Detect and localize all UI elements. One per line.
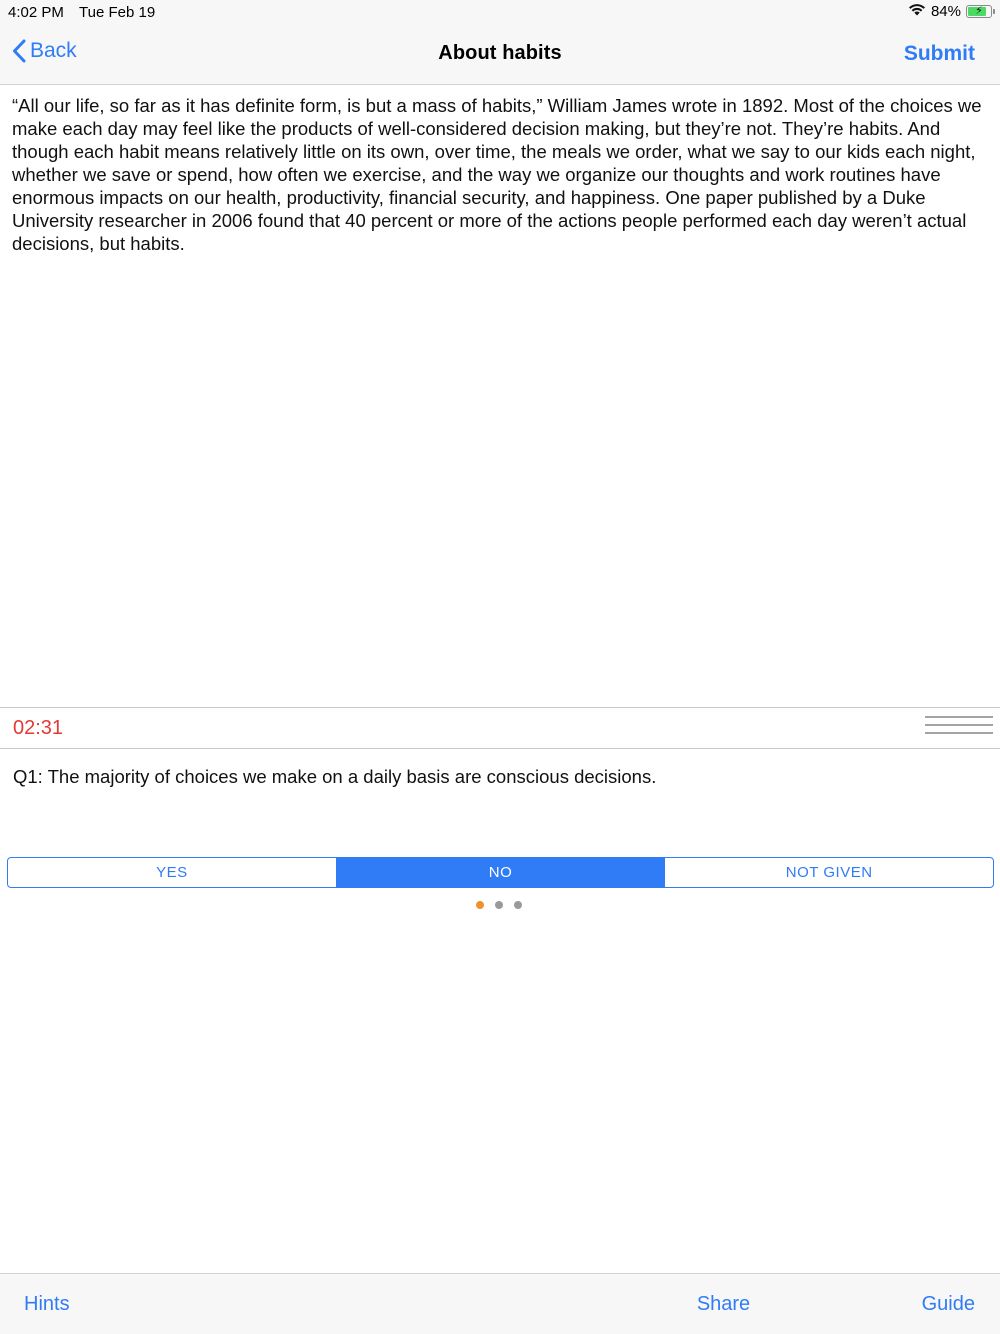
- wifi-icon: [908, 3, 926, 20]
- battery-icon: [966, 5, 992, 18]
- countdown-timer: 02:31: [13, 717, 64, 739]
- handle-line: [925, 716, 993, 718]
- reading-passage: “All our life, so far as it has definite form, is but a mass of habits,” William James wrote in 1892. Most of the choices we make each day may feel like the products of well-considered decision making, but they’re not. They’re habits. And though each habit means relatively little on its own, over time, the meals we order, what we say to our kids each night, whether we save or spend, how often we exercise, and the way we organize our thoughts and work routines have enormous impacts on our health, productivity, financial security, and happiness. One paper published by a Duke University researcher in 2006 found that 40 percent or more of the actions people performed each day weren’t actual decisions, but habits.: [12, 95, 982, 254]
- back-label: Back: [30, 39, 77, 62]
- battery-cap: [993, 9, 995, 14]
- battery-percent: 84%: [930, 3, 961, 20]
- page-dot[interactable]: [514, 901, 522, 909]
- status-date: Tue Feb 19: [79, 4, 156, 21]
- page-dot[interactable]: [495, 901, 503, 909]
- guide-button[interactable]: Guide: [921, 1293, 975, 1315]
- drag-handle-icon[interactable]: [925, 716, 993, 742]
- answer-not-given-segment[interactable]: NOT GIVEN: [664, 858, 993, 887]
- page-title: About habits: [438, 42, 562, 64]
- answer-no-segment[interactable]: NO: [336, 858, 665, 887]
- charging-bolt-icon: ⚡: [975, 5, 983, 17]
- timer-bar: [0, 707, 1000, 749]
- submit-button[interactable]: Submit: [903, 42, 975, 65]
- bottom-toolbar: [0, 1273, 1000, 1334]
- answer-segmented-control: [7, 857, 994, 888]
- share-button[interactable]: Share: [696, 1293, 751, 1315]
- status-indicators: [908, 3, 992, 20]
- page-indicator: [476, 901, 522, 909]
- question-text: Q1: The majority of choices we make on a daily basis are conscious decisions.: [13, 766, 657, 787]
- status-bar: [0, 0, 1000, 24]
- status-time: 4:02 PM: [8, 4, 64, 21]
- hints-button[interactable]: Hints: [24, 1293, 70, 1315]
- answer-yes-segment[interactable]: YES: [156, 864, 188, 881]
- handle-line: [925, 732, 993, 734]
- navigation-bar: [0, 24, 1000, 85]
- handle-line: [925, 724, 993, 726]
- page-dot[interactable]: [476, 901, 484, 909]
